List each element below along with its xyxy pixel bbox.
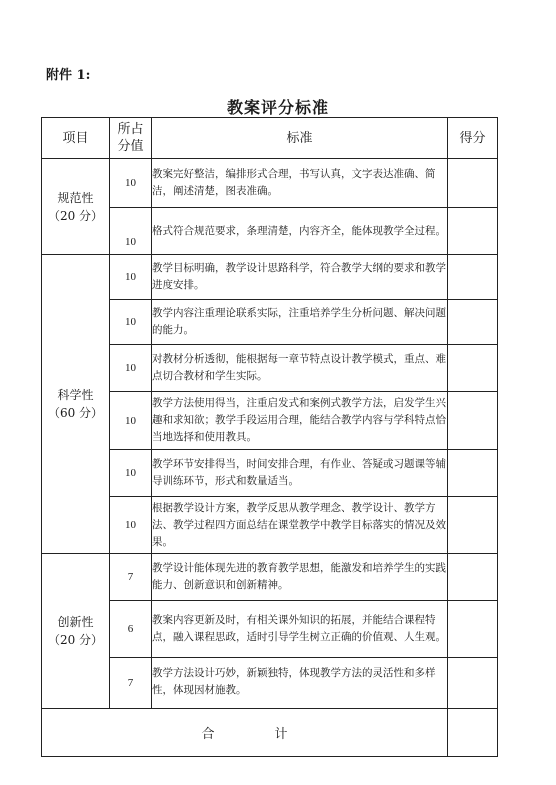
criteria-cell: 教学设计能体现先进的教育教学思想，能激发和培养学生的实践能力、创新意识和创新精神。 xyxy=(152,554,448,601)
category-cell xyxy=(42,159,110,255)
table-row xyxy=(42,208,498,255)
category-cell xyxy=(42,255,110,554)
category-name: 科学性 xyxy=(57,388,94,402)
table-row xyxy=(42,554,498,601)
header-points: 所占 分值 xyxy=(110,118,152,159)
header-item: 项目 xyxy=(42,118,110,159)
criteria-cell: 教案完好整洁，编排形式合理，书写认真，文字表达准确、简洁，阐述清楚，图表准确。 xyxy=(152,159,448,208)
score-cell xyxy=(448,345,498,392)
score-cell xyxy=(448,497,498,554)
score-cell xyxy=(448,255,498,300)
points-cell: 10 xyxy=(110,345,152,392)
score-cell xyxy=(448,554,498,601)
points-cell: 10 xyxy=(110,159,152,208)
table-row xyxy=(42,300,498,345)
points-cell: 10 xyxy=(110,208,152,255)
category-points: （60 分） xyxy=(47,406,104,420)
points-cell: 10 xyxy=(110,300,152,345)
score-cell xyxy=(448,159,498,208)
criteria-cell: 教学环节安排得当，时间安排合理，有作业、答疑或习题课等辅导训练环节，形式和数量适当。 xyxy=(152,450,448,497)
scoring-table xyxy=(41,117,498,757)
table-row xyxy=(42,392,498,450)
score-cell xyxy=(448,300,498,345)
category-points: （20 分） xyxy=(47,208,104,223)
total-score-cell xyxy=(448,709,498,757)
points-cell: 6 xyxy=(110,601,152,658)
category-cell xyxy=(42,554,110,709)
points-cell: 10 xyxy=(110,255,152,300)
header-row xyxy=(42,118,498,159)
points-cell: 10 xyxy=(110,497,152,554)
points-cell: 7 xyxy=(110,554,152,601)
score-cell xyxy=(448,208,498,255)
points-cell: 10 xyxy=(110,450,152,497)
criteria-cell: 教学内容注重理论联系实际，注重培养学生分析问题、解决问题的能力。 xyxy=(152,300,448,345)
criteria-cell: 教学方法设计巧妙，新颖独特，体现教学方法的灵活性和多样性，体现因材施教。 xyxy=(152,658,448,709)
criteria-cell: 对教材分析透彻，能根据每一章节特点设计教学模式，重点、难点切合教材和学生实际。 xyxy=(152,345,448,392)
score-cell xyxy=(448,450,498,497)
header-score: 得分 xyxy=(448,118,498,159)
criteria-cell: 格式符合规范要求，条理清楚，内容齐全，能体现教学全过程。 xyxy=(152,208,448,255)
table-row xyxy=(42,255,498,300)
table-row xyxy=(42,345,498,392)
criteria-cell: 根据教学设计方案，教学反思从教学理念、教学设计、教学方法、教学过程四方面总结在课堂教学中教学目标落实的情况及效果。 xyxy=(152,497,448,554)
header-criteria: 标准 xyxy=(152,118,448,159)
score-cell xyxy=(448,658,498,709)
criteria-cell: 教案内容更新及时，有相关课外知识的拓展，并能结合课程特点，融入课程思政，适时引导学生树立正确的价值观、人生观。 xyxy=(152,601,448,658)
category-points: （20 分） xyxy=(47,633,104,647)
table-row xyxy=(42,658,498,709)
total-label-cell xyxy=(42,709,448,757)
table-row xyxy=(42,601,498,658)
points-cell: 7 xyxy=(110,658,152,709)
table-row xyxy=(42,497,498,554)
document-title: 教案评分标准 xyxy=(226,98,329,117)
category-name: 规范性 xyxy=(57,190,94,205)
attachment-label: 附件 1: xyxy=(46,68,91,83)
criteria-cell: 教学方法使用得当，注重启发式和案例式教学方法，启发学生兴趣和求知欲；教学手段运用合理，能结合教学内容与学科特点恰当地选择和使用教具。 xyxy=(152,392,448,450)
score-cell xyxy=(448,392,498,450)
total-label: 合计 xyxy=(201,727,348,742)
criteria-cell: 教学目标明确，教学设计思路科学，符合教学大纲的要求和教学进度安排。 xyxy=(152,255,448,300)
table-row xyxy=(42,450,498,497)
table-row xyxy=(42,159,498,208)
category-name: 创新性 xyxy=(57,615,94,629)
total-row xyxy=(42,709,498,757)
points-cell: 10 xyxy=(110,392,152,450)
score-cell xyxy=(448,601,498,658)
